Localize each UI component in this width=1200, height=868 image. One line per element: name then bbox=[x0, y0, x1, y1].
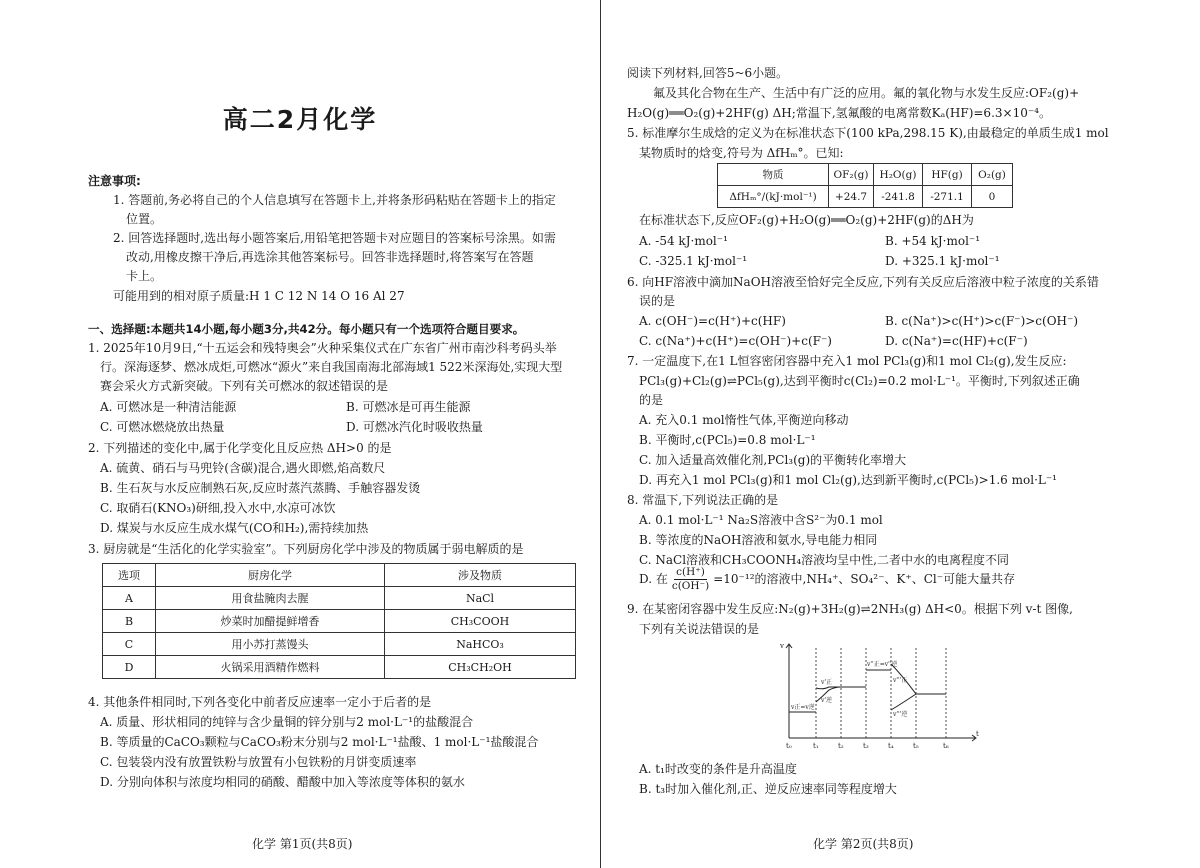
table-cell: CH₃CH₂OH bbox=[385, 656, 576, 679]
v-t-graph bbox=[777, 640, 983, 752]
tick-label: t₆ bbox=[943, 742, 949, 750]
question-3-table-wrap bbox=[102, 563, 576, 679]
table-header: 涉及物质 bbox=[385, 564, 576, 587]
material-line: H₂O(g)══O₂(g)+2HF(g) ΔH;常温下,氢氟酸的电离常数Kₐ(HF)=6.3×10⁻⁴。 bbox=[627, 106, 1051, 120]
question-7-stem: PCl₃(g)+Cl₂(g)⇌PCl₅(g),达到平衡时c(Cl₂)=0.2 mol·L⁻¹。平衡时,下列叙述正确 bbox=[639, 374, 1080, 388]
fraction-numerator: c(H⁺) bbox=[676, 566, 705, 578]
question-8-option-d[interactable] bbox=[639, 566, 1015, 593]
question-7-option-b[interactable]: B. 平衡时,c(PCl₅)=0.8 mol·L⁻¹ bbox=[639, 433, 816, 447]
question-1-stem: 赛会采火方式新突破。下列有关可燃冰的叙述错误的是 bbox=[100, 379, 389, 393]
question-9-option-a[interactable]: A. t₁时改变的条件是升高温度 bbox=[639, 762, 797, 776]
question-6-option-d[interactable]: D. c(Na⁺)=c(HF)+c(F⁻) bbox=[885, 334, 1028, 348]
table-row bbox=[718, 186, 1013, 208]
material-line: 氟及其化合物在生产、生活中有广泛的应用。氟的氧化物与水发生反应:OF₂(g)+ bbox=[653, 86, 1080, 100]
question-2-option-a[interactable]: A. 硫黄、硝石与马兜铃(含碳)混合,遇火即燃,焰高数尺 bbox=[100, 461, 386, 475]
question-8-option-c[interactable]: C. NaCl溶液和CH₃COONH₄溶液均呈中性,二者中水的电离程度不同 bbox=[639, 553, 1009, 567]
notice-line: 卡上。 bbox=[126, 269, 163, 283]
question-4-option-b[interactable]: B. 等质量的CaCO₃颗粒与CaCO₃粉末分别与2 mol·L⁻¹盐酸、1 mol·L⁻¹盐酸混合 bbox=[100, 735, 539, 749]
table-cell: D bbox=[103, 656, 156, 679]
table-header-row bbox=[718, 164, 1013, 186]
tick-label: t₂ bbox=[838, 742, 844, 750]
table-header-row bbox=[103, 564, 576, 587]
y-axis-label: v bbox=[780, 642, 784, 650]
table-cell: -271.1 bbox=[923, 186, 972, 208]
curve-label: v''正=v''逆 bbox=[867, 661, 898, 668]
notice-line: 改动,用橡皮擦干净后,再选涂其他答案标号。回答非选择题时,将答案写在答题 bbox=[126, 250, 534, 264]
question-7-option-d[interactable]: D. 再充入1 mol PCl₃(g)和1 mol Cl₂(g),达到新平衡时,c(PCl₅)>1.6 mol·L⁻¹ bbox=[639, 473, 1057, 487]
question-4-option-c[interactable]: C. 包装袋内没有放置铁粉与放置有小包铁粉的月饼变质速率 bbox=[100, 755, 417, 769]
table-cell: 用小苏打蒸馒头 bbox=[156, 633, 385, 656]
table-header: 物质 bbox=[718, 164, 829, 186]
question-3-stem: 3. 厨房就是“生活化的化学实验室”。下列厨房化学中涉及的物质属于弱电解质的是 bbox=[88, 542, 524, 556]
question-7-stem: 7. 一定温度下,在1 L恒容密闭容器中充入1 mol PCl₃(g)和1 mol Cl₂(g),发生反应: bbox=[627, 354, 1067, 368]
notice-line: 1. 答题前,务必将自己的个人信息填写在答题卡上,并将条形码粘贴在答题卡上的指定 bbox=[113, 193, 556, 207]
question-5-option-c[interactable]: C. -325.1 kJ·mol⁻¹ bbox=[639, 254, 748, 268]
question-5-option-b[interactable]: B. +54 kJ·mol⁻¹ bbox=[885, 234, 981, 248]
question-9-stem: 9. 在某密闭容器中发生反应:N₂(g)+3H₂(g)⇌2NH₃(g) ΔH<0。根据下列 v-t 图像, bbox=[627, 602, 1073, 616]
page-footer: 化学 第2页(共8页) bbox=[813, 837, 914, 851]
table-cell: 火锅采用酒精作燃料 bbox=[156, 656, 385, 679]
notice-heading: 注意事项: bbox=[88, 174, 141, 188]
tick-label: t₃ bbox=[863, 742, 869, 750]
table-header: 厨房化学 bbox=[156, 564, 385, 587]
table-cell: A bbox=[103, 587, 156, 610]
question-8-option-a[interactable]: A. 0.1 mol·L⁻¹ Na₂S溶液中含S²⁻为0.1 mol bbox=[639, 513, 883, 527]
question-5-stem: 5. 标准摩尔生成焓的定义为在标准状态下(100 kPa,298.15 K),由最稳定的单质生成1 mol bbox=[627, 126, 1109, 140]
table-row bbox=[103, 610, 576, 633]
question-8-option-b[interactable]: B. 等浓度的NaOH溶液和氨水,导电能力相同 bbox=[639, 533, 878, 547]
question-6-stem: 6. 向HF溶液中滴加NaOH溶液至恰好完全反应,下列有关反应后溶液中粒子浓度的关系错 bbox=[627, 275, 1099, 289]
question-1-option-a[interactable]: A. 可燃冰是一种清洁能源 bbox=[100, 400, 237, 414]
question-7-stem: 的是 bbox=[639, 393, 664, 407]
curve-label: v'''正 bbox=[893, 677, 908, 684]
table-header: O₂(g) bbox=[972, 164, 1013, 186]
question-5-stem: 某物质时的焓变,符号为 ΔfHₘ°。已知: bbox=[639, 146, 844, 160]
question-6-stem: 误的是 bbox=[639, 294, 676, 308]
question-7-option-a[interactable]: A. 充入0.1 mol惰性气体,平衡逆向移动 bbox=[639, 413, 849, 427]
table-header: OF₂(g) bbox=[829, 164, 874, 186]
table-cell: 用食盐腌肉去腥 bbox=[156, 587, 385, 610]
curve-label: v'''逆 bbox=[893, 711, 908, 718]
table-cell: B bbox=[103, 610, 156, 633]
table-cell: 0 bbox=[972, 186, 1013, 208]
table-header: 选项 bbox=[103, 564, 156, 587]
table-row bbox=[103, 633, 576, 656]
table-row bbox=[103, 587, 576, 610]
fraction-denominator: c(OH⁻) bbox=[671, 580, 710, 592]
question-2-option-b[interactable]: B. 生石灰与水反应制熟石灰,反应时蒸汽蒸腾、手触容器发烫 bbox=[100, 481, 421, 495]
table-header: H₂O(g) bbox=[874, 164, 923, 186]
question-1-option-b[interactable]: B. 可燃冰是可再生能源 bbox=[346, 400, 471, 414]
notice-line: 位置。 bbox=[126, 212, 163, 226]
question-4-option-d[interactable]: D. 分别向体积与浓度均相同的硝酸、醋酸中加入等浓度等体积的氨水 bbox=[100, 775, 465, 789]
curve-label: v'逆 bbox=[821, 697, 833, 704]
page-footer: 化学 第1页(共8页) bbox=[252, 837, 353, 851]
question-5-text: 在标准状态下,反应OF₂(g)+H₂O(g)══O₂(g)+2HF(g)的ΔH为 bbox=[639, 213, 974, 227]
question-4-stem: 4. 其他条件相同时,下列各变化中前者反应速率一定小于后者的是 bbox=[88, 695, 432, 709]
curve-label: v'正 bbox=[821, 679, 833, 686]
reading-intro: 阅读下列材料,回答5~6小题。 bbox=[627, 66, 789, 80]
table-cell: ΔfHₘ°/(kJ·mol⁻¹) bbox=[718, 186, 829, 208]
question-7-option-c[interactable]: C. 加入适量高效催化剂,PCl₃(g)的平衡转化率增大 bbox=[639, 453, 907, 467]
question-5-option-d[interactable]: D. +325.1 kJ·mol⁻¹ bbox=[885, 254, 1000, 268]
question-2-option-d[interactable]: D. 煤炭与水反应生成水煤气(CO和H₂),需持续加热 bbox=[100, 521, 369, 535]
question-8-stem: 8. 常温下,下列说法正确的是 bbox=[627, 493, 779, 507]
table-cell: CH₃COOH bbox=[385, 610, 576, 633]
tick-label: t₅ bbox=[913, 742, 919, 750]
option-d-prefix: D. 在 bbox=[639, 572, 668, 586]
fraction bbox=[670, 566, 711, 593]
question-5-option-a[interactable]: A. -54 kJ·mol⁻¹ bbox=[639, 234, 728, 248]
curve-label: v正=v逆 bbox=[791, 704, 815, 711]
section-heading: 一、选择题:本题共14小题,每小题3分,共42分。每小题只有一个选项符合题目要求。 bbox=[88, 322, 525, 336]
question-3-table bbox=[102, 563, 576, 679]
table-cell: +24.7 bbox=[829, 186, 874, 208]
atomic-mass-line: 可能用到的相对原子质量:H 1 C 12 N 14 O 16 Al 27 bbox=[113, 289, 405, 303]
table-cell: NaCl bbox=[385, 587, 576, 610]
option-d-suffix: =10⁻¹²的溶液中,NH₄⁺、SO₄²⁻、K⁺、Cl⁻可能大量共存 bbox=[713, 572, 1016, 586]
x-axis-label: t bbox=[976, 730, 979, 738]
question-2-stem: 2. 下列描述的变化中,属于化学变化且反应热 ΔH>0 的是 bbox=[88, 441, 392, 455]
tick-label: t₁ bbox=[813, 742, 819, 750]
table-cell: -241.8 bbox=[874, 186, 923, 208]
question-5-table-wrap bbox=[717, 163, 1013, 208]
rate-curve bbox=[891, 694, 916, 710]
question-1-option-c[interactable]: C. 可燃冰燃烧放出热量 bbox=[100, 420, 225, 434]
tick-label: t₀ bbox=[786, 742, 792, 750]
table-cell: C bbox=[103, 633, 156, 656]
question-9-option-b[interactable]: B. t₃时加入催化剂,正、逆反应速率同等程度增大 bbox=[639, 782, 897, 796]
question-1-option-d[interactable]: D. 可燃冰汽化时吸收热量 bbox=[346, 420, 483, 434]
table-cell: 炒菜时加醋提鲜增香 bbox=[156, 610, 385, 633]
question-4-option-a[interactable]: A. 质量、形状相同的纯锌与含少量铜的锌分别与2 mol·L⁻¹的盐酸混合 bbox=[100, 715, 474, 729]
question-1-stem: 行。深海逐梦、燃冰成炬,可燃冰“源火”来自我国南海北部海域1 522米深海处,实现大型 bbox=[100, 360, 563, 374]
question-6-option-a[interactable]: A. c(OH⁻)=c(H⁺)+c(HF) bbox=[639, 314, 786, 328]
table-cell: NaHCO₃ bbox=[385, 633, 576, 656]
table-header: HF(g) bbox=[923, 164, 972, 186]
question-6-option-b[interactable]: B. c(Na⁺)>c(H⁺)>c(F⁻)>c(OH⁻) bbox=[885, 314, 1079, 328]
question-1-stem: 1. 2025年10月9日,“十五运会和残特奥会”火种采集仪式在广东省广州市南沙科考码头举 bbox=[88, 341, 557, 355]
notice-line: 2. 回答选择题时,选出每小题答案后,用铅笔把答题卡对应题目的答案标号涂黑。如需 bbox=[113, 231, 556, 245]
page-2 bbox=[600, 0, 1200, 868]
question-2-option-c[interactable]: C. 取硝石(KNO₃)研细,投入水中,水凉可冰饮 bbox=[100, 501, 336, 515]
table-row bbox=[103, 656, 576, 679]
question-9-stem: 下列有关说法错误的是 bbox=[639, 622, 760, 636]
enthalpy-table bbox=[717, 163, 1013, 208]
exam-title: 高二2月化学 bbox=[222, 105, 378, 134]
tick-label: t₄ bbox=[888, 742, 894, 750]
question-6-option-c[interactable]: C. c(Na⁺)+c(H⁺)=c(OH⁻)+c(F⁻) bbox=[639, 334, 832, 348]
